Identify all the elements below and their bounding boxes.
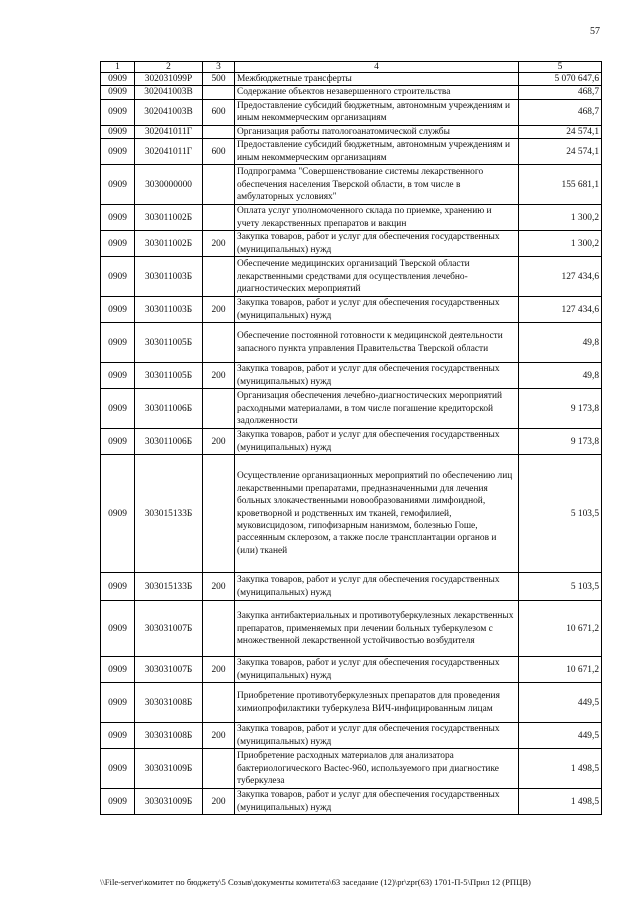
expense-type-code: 200 <box>203 231 235 257</box>
expense-type-code <box>203 323 235 363</box>
table-row <box>101 723 602 749</box>
item-name: Обеспечение медицинских организаций Тверской области лекарственными средствами для осуществления лечебно-диагностических мероприятий <box>235 257 519 297</box>
table-row <box>101 323 602 363</box>
item-name: Межбюджетные трансферты <box>235 73 519 86</box>
amount: 1 498,5 <box>519 789 602 815</box>
target-article-code: 303011002Б <box>135 205 203 231</box>
item-name: Предоставление субсидий бюджетным, автономным учреждениям и иным некоммерческим организациям <box>235 99 519 125</box>
section-code: 0909 <box>101 363 135 389</box>
header-col-3: 3 <box>203 62 235 73</box>
item-name: Закупка товаров, работ и услуг для обеспечения государственных (муниципальных) нужд <box>235 657 519 683</box>
table-row <box>101 683 602 723</box>
table-row <box>101 363 602 389</box>
item-name: Обеспечение постоянной готовности к медицинской деятельности запасного пункта управления Правительства Тверской области <box>235 323 519 363</box>
section-code: 0909 <box>101 723 135 749</box>
expense-type-code <box>203 257 235 297</box>
item-name: Приобретение противотуберкулезных препаратов для проведения химиопрофилактики туберкулеза ВИЧ-инфицированным лицам <box>235 683 519 723</box>
table-row <box>101 789 602 815</box>
amount: 9 173,8 <box>519 389 602 429</box>
section-code: 0909 <box>101 601 135 657</box>
section-code: 0909 <box>101 165 135 205</box>
section-code: 0909 <box>101 86 135 99</box>
expense-type-code: 600 <box>203 99 235 125</box>
table-row <box>101 139 602 165</box>
section-code: 0909 <box>101 683 135 723</box>
header-col-1: 1 <box>101 62 135 73</box>
item-name: Закупка товаров, работ и услуг для обеспечения государственных (муниципальных) нужд <box>235 297 519 323</box>
item-name: Закупка товаров, работ и услуг для обеспечения государственных (муниципальных) нужд <box>235 429 519 455</box>
amount: 10 671,2 <box>519 601 602 657</box>
expense-type-code: 200 <box>203 297 235 323</box>
target-article-code: 303011002Б <box>135 231 203 257</box>
section-code: 0909 <box>101 429 135 455</box>
table-row <box>101 125 602 138</box>
amount: 449,5 <box>519 723 602 749</box>
table-row <box>101 205 602 231</box>
target-article-code: 302031099Р <box>135 73 203 86</box>
table-row <box>101 429 602 455</box>
section-code: 0909 <box>101 573 135 601</box>
table-row <box>101 73 602 86</box>
table-row <box>101 231 602 257</box>
section-code: 0909 <box>101 389 135 429</box>
item-name: Организация работы патологоанатомической службы <box>235 125 519 138</box>
table-row <box>101 657 602 683</box>
expense-type-code <box>203 165 235 205</box>
amount: 49,8 <box>519 323 602 363</box>
amount: 9 173,8 <box>519 429 602 455</box>
item-name: Закупка товаров, работ и услуг для обеспечения государственных (муниципальных) нужд <box>235 723 519 749</box>
target-article-code: 303015133Б <box>135 455 203 573</box>
expense-type-code <box>203 749 235 789</box>
table-row <box>101 455 602 573</box>
target-article-code: 303015133Б <box>135 573 203 601</box>
amount: 24 574,1 <box>519 139 602 165</box>
item-name: Закупка антибактериальных и противотуберкулезных лекарственных препаратов, применяемых при лечении больных туберкулезом с множественной лекарственной устойчивостью возбудителя <box>235 601 519 657</box>
section-code: 0909 <box>101 231 135 257</box>
table-row <box>101 389 602 429</box>
amount: 1 498,5 <box>519 749 602 789</box>
section-code: 0909 <box>101 657 135 683</box>
table-body <box>101 73 602 815</box>
target-article-code: 3030000000 <box>135 165 203 205</box>
table-row <box>101 165 602 205</box>
section-code: 0909 <box>101 749 135 789</box>
amount: 10 671,2 <box>519 657 602 683</box>
file-path-footer: \\File-server\комитет по бюджету\5 Созыв\документы комитета\63 заседание (12)\pr\zpr(63) 1701-П-5\Прил 12 (РПЦВ) <box>100 877 531 887</box>
target-article-code: 303031008Б <box>135 723 203 749</box>
section-code: 0909 <box>101 139 135 165</box>
target-article-code: 302041003В <box>135 99 203 125</box>
target-article-code: 303011005Б <box>135 363 203 389</box>
amount: 5 103,5 <box>519 573 602 601</box>
target-article-code: 302041011Г <box>135 125 203 138</box>
header-col-2: 2 <box>135 62 203 73</box>
table-row <box>101 573 602 601</box>
table-header-row <box>101 62 602 73</box>
expense-type-code: 200 <box>203 789 235 815</box>
target-article-code: 303011005Б <box>135 323 203 363</box>
target-article-code: 303031009Б <box>135 789 203 815</box>
section-code: 0909 <box>101 323 135 363</box>
header-col-5: 5 <box>519 62 602 73</box>
target-article-code: 303011003Б <box>135 257 203 297</box>
expense-type-code <box>203 683 235 723</box>
item-name: Приобретение расходных материалов для анализатора бактериологического Bactec-960, используемого при диагностике туберкулеза <box>235 749 519 789</box>
item-name: Подпрограмма "Совершенствование системы лекарственного обеспечения населения Тверской области, в том числе в амбулаторных условиях" <box>235 165 519 205</box>
amount: 24 574,1 <box>519 125 602 138</box>
amount: 49,8 <box>519 363 602 389</box>
item-name: Оплата услуг уполномоченного склада по приемке, хранению и учету лекарственных препаратов и вакцин <box>235 205 519 231</box>
section-code: 0909 <box>101 789 135 815</box>
amount: 155 681,1 <box>519 165 602 205</box>
expense-type-code: 600 <box>203 139 235 165</box>
item-name: Закупка товаров, работ и услуг для обеспечения государственных (муниципальных) нужд <box>235 363 519 389</box>
item-name: Закупка товаров, работ и услуг для обеспечения государственных (муниципальных) нужд <box>235 789 519 815</box>
table-row <box>101 257 602 297</box>
expense-type-code <box>203 601 235 657</box>
section-code: 0909 <box>101 125 135 138</box>
section-code: 0909 <box>101 455 135 573</box>
item-name: Организация обеспечения лечебно-диагностических мероприятий расходными материалами, в том числе погашение кредиторской задолженности <box>235 389 519 429</box>
expense-type-code: 200 <box>203 573 235 601</box>
expense-type-code: 200 <box>203 363 235 389</box>
section-code: 0909 <box>101 99 135 125</box>
item-name: Закупка товаров, работ и услуг для обеспечения государственных (муниципальных) нужд <box>235 573 519 601</box>
item-name: Предоставление субсидий бюджетным, автономным учреждениям и иным некоммерческим организациям <box>235 139 519 165</box>
expense-type-code: 200 <box>203 429 235 455</box>
section-code: 0909 <box>101 205 135 231</box>
amount: 127 434,6 <box>519 297 602 323</box>
table-row <box>101 99 602 125</box>
amount: 127 434,6 <box>519 257 602 297</box>
amount: 1 300,2 <box>519 231 602 257</box>
expense-type-code <box>203 125 235 138</box>
item-name: Закупка товаров, работ и услуг для обеспечения государственных (муниципальных) нужд <box>235 231 519 257</box>
target-article-code: 302041011Г <box>135 139 203 165</box>
table-row <box>101 749 602 789</box>
amount: 468,7 <box>519 99 602 125</box>
target-article-code: 303031009Б <box>135 749 203 789</box>
amount: 5 070 647,6 <box>519 73 602 86</box>
budget-table <box>100 61 602 815</box>
target-article-code: 303011006Б <box>135 389 203 429</box>
amount: 468,7 <box>519 86 602 99</box>
item-name: Содержание объектов незавершенного строительства <box>235 86 519 99</box>
expense-type-code <box>203 455 235 573</box>
table-row <box>101 297 602 323</box>
expense-type-code <box>203 86 235 99</box>
target-article-code: 303011003Б <box>135 297 203 323</box>
expense-type-code <box>203 205 235 231</box>
section-code: 0909 <box>101 257 135 297</box>
header-col-4: 4 <box>235 62 519 73</box>
expense-type-code: 200 <box>203 723 235 749</box>
amount: 5 103,5 <box>519 455 602 573</box>
expense-type-code: 200 <box>203 657 235 683</box>
section-code: 0909 <box>101 297 135 323</box>
target-article-code: 303031007Б <box>135 657 203 683</box>
target-article-code: 302041003В <box>135 86 203 99</box>
expense-type-code: 500 <box>203 73 235 86</box>
item-name: Осуществление организационных мероприятий по обеспечению лиц лекарственными препаратами, предназначенными для лечения больных злокачественными новообразованиями лимфоидной, кроветворной и родственных им тканей, гемофилией, муковисцидозом, гипофизарным нанизмом, болезнью Гоше, рассеянным склерозом, а также после трансплантации органов и (или) тканей <box>235 455 519 573</box>
target-article-code: 303031007Б <box>135 601 203 657</box>
amount: 1 300,2 <box>519 205 602 231</box>
table-row <box>101 86 602 99</box>
page-number: 57 <box>590 26 600 37</box>
expense-type-code <box>203 389 235 429</box>
table-row <box>101 601 602 657</box>
target-article-code: 303031008Б <box>135 683 203 723</box>
section-code: 0909 <box>101 73 135 86</box>
target-article-code: 303011006Б <box>135 429 203 455</box>
amount: 449,5 <box>519 683 602 723</box>
